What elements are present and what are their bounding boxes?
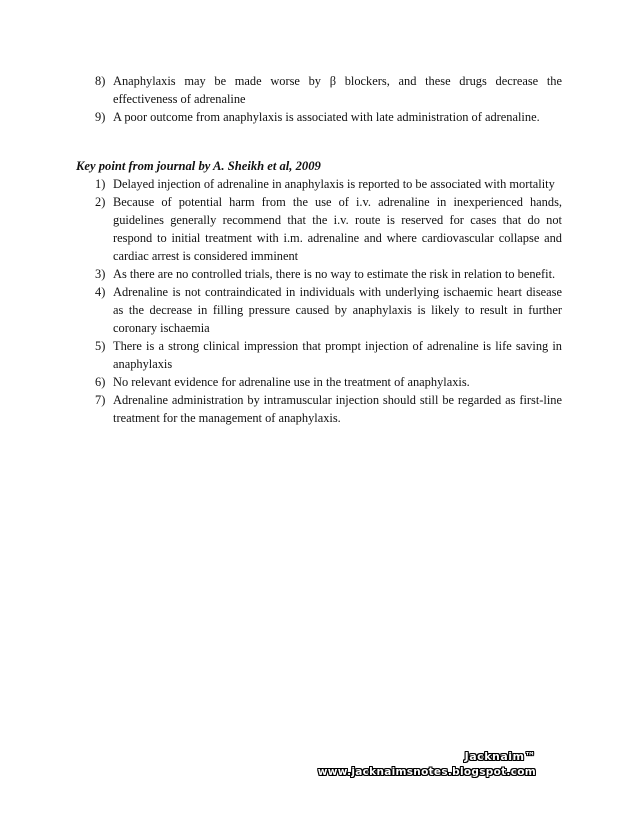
footer-url: www.jacknaimsnotes.blogspot.com	[317, 766, 536, 778]
list-item-text: Delayed injection of adrenaline in anaphylaxis is reported to be associated with mortality	[113, 177, 555, 191]
list-item	[95, 373, 562, 391]
list-item-text: As there are no controlled trials, there is no way to estimate the risk in relation to benefit.	[113, 267, 556, 281]
list-item	[95, 283, 562, 337]
list-item	[95, 391, 562, 427]
list-item	[95, 175, 562, 193]
list-item-text: There is a strong clinical impression that prompt injection of adrenaline is life saving in anaphylaxis	[113, 339, 562, 371]
list-item-number: 5)	[95, 339, 106, 353]
list-item-number: 3)	[95, 267, 106, 281]
list-item-text: Because of potential harm from the use of i.v. adrenaline in inexperienced hands, guidelines generally recommend that the i.v. route is reserved for cases that do not respond to initial treatment with i.m. adrenaline and where cardiovascular collapse and cardiac arrest is considered imminent	[113, 195, 562, 263]
list-item-number: 1)	[95, 177, 106, 191]
continued-list	[95, 72, 562, 126]
list-item-text: Anaphylaxis may be made worse by β blockers, and these drugs decrease the effectiveness of adrenaline	[113, 74, 562, 106]
list-item-number: 8)	[95, 74, 106, 88]
list-item	[95, 337, 562, 373]
list-item-number: 9)	[95, 110, 106, 124]
list-item	[95, 265, 562, 283]
list-item-number: 6)	[95, 375, 106, 389]
list-item-text: No relevant evidence for adrenaline use in the treatment of anaphylaxis.	[113, 375, 470, 389]
list-item-text: Adrenaline is not contraindicated in individuals with underlying ischaemic heart disease as the decrease in filling pressure caused by anaphylaxis is likely to result in further coronary ischaemia	[113, 285, 562, 335]
list-item-number: 7)	[95, 393, 106, 407]
key-point-list	[95, 175, 562, 427]
list-item	[95, 193, 562, 265]
list-item	[95, 72, 562, 108]
list-item-text: A poor outcome from anaphylaxis is associated with late administration of adrenaline.	[113, 110, 540, 124]
key-point-heading: Key point from journal by A. Sheikh et al, 2009	[76, 159, 321, 173]
list-item	[95, 108, 562, 126]
list-item-number: 4)	[95, 285, 106, 299]
footer-brand: Jacknaim™	[464, 750, 536, 763]
list-item-text: Adrenaline administration by intramuscular injection should still be regarded as first-line treatment for the management of anaphylaxis.	[113, 393, 562, 425]
list-item-number: 2)	[95, 195, 106, 209]
